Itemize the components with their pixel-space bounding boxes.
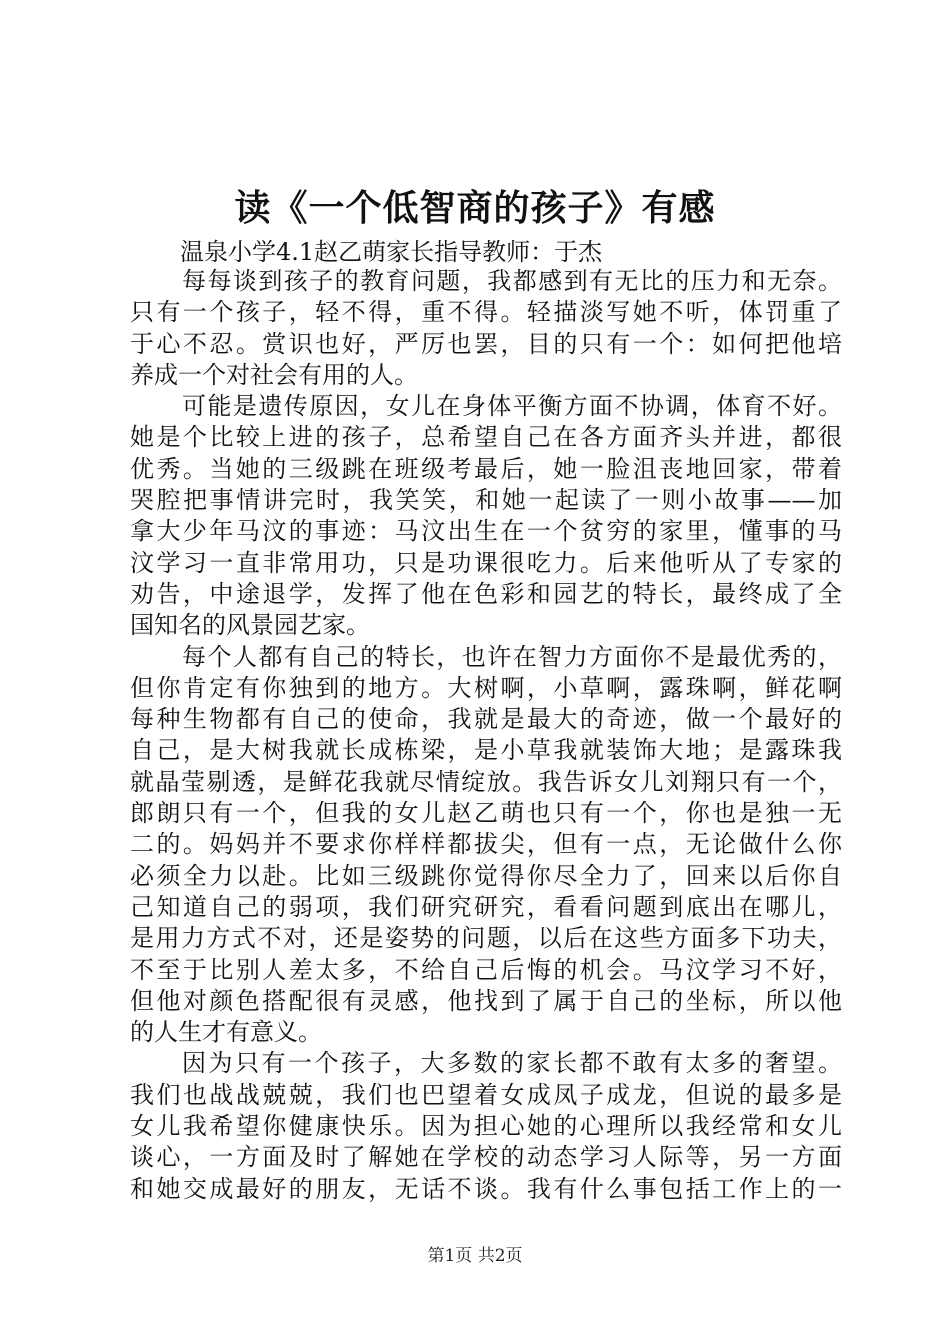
paragraph-line: 女儿我希望你健康快乐。因为担心她的心理所以我经常和女儿 xyxy=(130,1112,842,1141)
paragraph-line: 每个人都有自己的特长，也许在智力方面你不是最优秀的， xyxy=(182,642,842,671)
paragraph-line: 我们也战战兢兢，我们也巴望着女成凤子成龙，但说的最多是 xyxy=(130,1080,842,1109)
paragraph xyxy=(130,391,842,641)
paragraph-line: 郎朗只有一个，但我的女儿赵乙萌也只有一个，你也是独一无 xyxy=(130,799,842,828)
paragraph-line: 因为只有一个孩子，大多数的家长都不敢有太多的奢望。 xyxy=(182,1049,842,1078)
paragraph-line: 劝告，中途退学，发挥了他在色彩和园艺的特长，最终成了全 xyxy=(130,579,842,608)
paragraph-line: 就晶莹剔透，是鲜花我就尽情绽放。我告诉女儿刘翔只有一个， xyxy=(130,767,842,796)
paragraph-line: 自己，是大树我就长成栋梁，是小草我就装饰大地；是露珠我 xyxy=(130,736,842,765)
paragraph-line: 每种生物都有自己的使命，我就是最大的奇迹，做一个最好的 xyxy=(130,705,842,734)
paragraph-line: 但他对颜色搭配很有灵感，他找到了属于自己的坐标，所以他 xyxy=(130,986,842,1015)
paragraph-line: 二的。妈妈并不要求你样样都拔尖，但有一点，无论做什么你 xyxy=(130,830,842,859)
paragraph-line: 养成一个对社会有用的人。 xyxy=(130,360,418,389)
paragraph-line: 汶学习一直非常用功，只是功课很吃力。后来他听从了专家的 xyxy=(130,548,842,577)
paragraph-line: 和她交成最好的朋友，无话不谈。我有什么事包括工作上的一 xyxy=(130,1174,842,1203)
paragraph-line: 必须全力以赴。比如三级跳你觉得你尽全力了，回来以后你自 xyxy=(130,861,842,890)
paragraph-line: 她是个比较上进的孩子，总希望自己在各方面齐头并进，都很 xyxy=(130,423,842,452)
paragraph xyxy=(130,642,842,1049)
document-title: 读《一个低智商的孩子》有感 xyxy=(234,187,716,229)
paragraph xyxy=(130,266,842,391)
paragraph-line: 每每谈到孩子的教育问题，我都感到有无比的压力和无奈。 xyxy=(182,267,842,295)
paragraph-line: 于心不忍。赏识也好，严厉也罢，目的只有一个：如何把他培 xyxy=(130,329,842,358)
paragraph-line: 拿大少年马汶的事迹：马汶出生在一个贫穷的家里，懂事的马 xyxy=(130,517,842,546)
paragraph-line: 国知名的风景园艺家。 xyxy=(130,611,370,640)
paragraph-line: 是用力方式不对，还是姿势的问题，以后在这些方面多下功夫， xyxy=(130,924,842,953)
paragraph-line: 的人生才有意义。 xyxy=(130,1018,322,1047)
paragraph-line: 只有一个孩子，轻不得，重不得。轻描淡写她不听，体罚重了 xyxy=(130,298,842,327)
paragraph-line: 己知道自己的弱项，我们研究研究，看看问题到底出在哪儿， xyxy=(130,892,842,921)
paragraph-line: 谈心，一方面及时了解她在学校的动态学习人际等，另一方面 xyxy=(130,1143,842,1172)
page-footer: 第1页 共2页 xyxy=(427,1246,523,1266)
paragraph-line: 优秀。当她的三级跳在班级考最后，她一脸沮丧地回家，带着 xyxy=(130,454,842,483)
author-line: 温泉小学4.1赵乙萌家长指导教师：于杰 xyxy=(180,238,603,266)
paragraph-line: 不至于比别人差太多，不给自己后悔的机会。马汶学习不好， xyxy=(130,955,842,984)
paragraph-line: 哭腔把事情讲完时，我笑笑，和她一起读了一则小故事——加 xyxy=(130,486,842,515)
paragraph xyxy=(130,1048,842,1204)
document-body xyxy=(130,266,842,1205)
paragraph-line: 但你肯定有你独到的地方。大树啊，小草啊，露珠啊，鲜花啊 xyxy=(130,673,842,702)
paragraph-line: 可能是遗传原因，女儿在身体平衡方面不协调，体育不好。 xyxy=(182,392,842,421)
